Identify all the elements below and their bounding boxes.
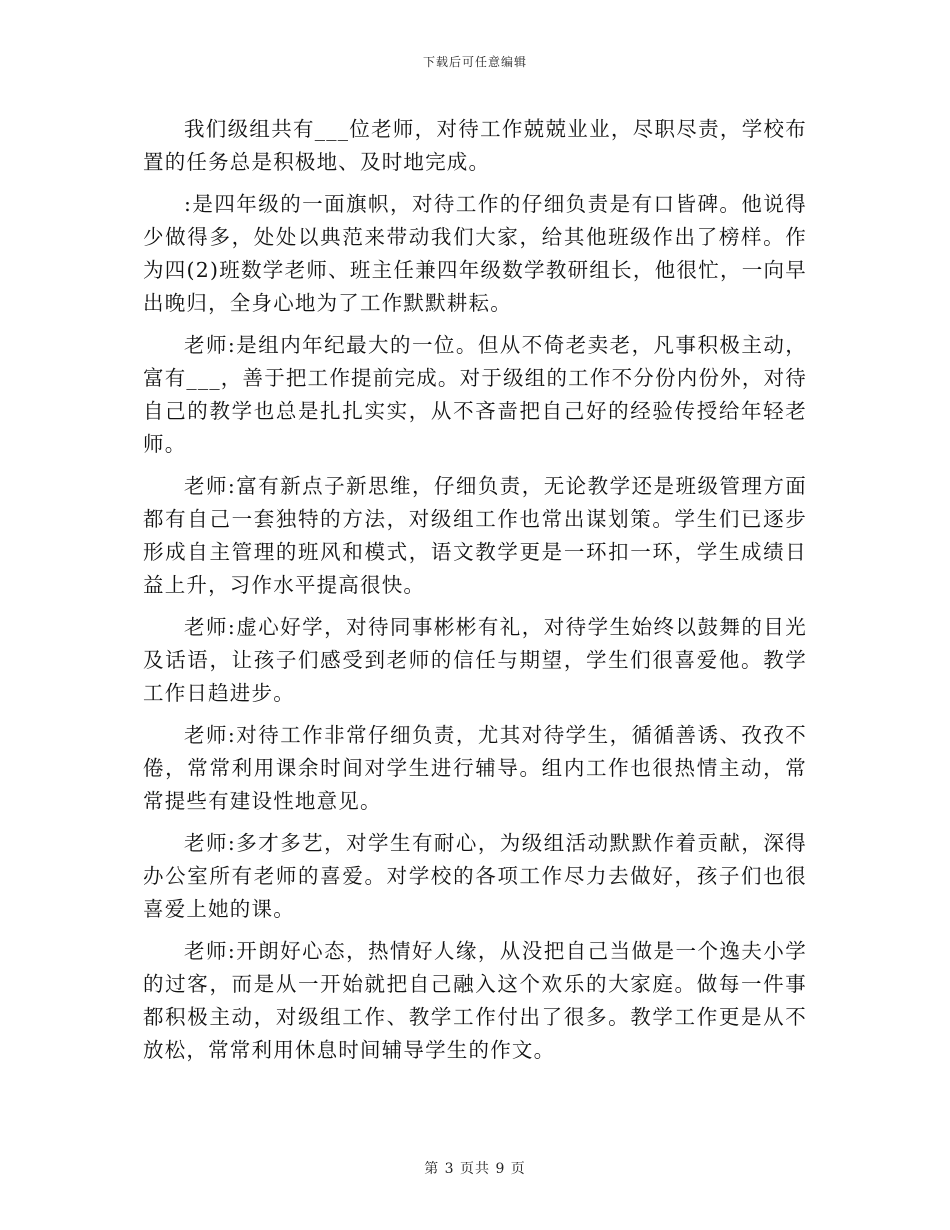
paragraph-3: 老师:是组内年纪最大的一位。但从不倚老卖老，凡事积极主动，富有___，善于把工作提前完成。对于级组的工作不分份内份外，对待自己的教学也总是扎扎实实，从不吝啬把自己好的经验传授给年轻老师。 [143, 333, 807, 456]
document-body [143, 113, 807, 1076]
paragraph-2: :是四年级的一面旗帜，对待工作的仔细负责是有口皆碑。他说得少做得多，处处以典范来带动我们大家，给其他班级作出了榜样。作为四(2)班数学老师、班主任兼四年级数学教研组长，他很忙，一向早出晚归，全身心地为了工作默默耕耘。 [143, 192, 807, 315]
page-number: 第 3 页共 9 页 [424, 1161, 526, 1177]
paragraph-8: 老师:开朗好心态，热情好人缘，从没把自己当做是一个逸夫小学的过客，而是从一开始就把自己融入这个欢乐的大家庭。做每一件事都积极主动，对级组工作、教学工作付出了很多。教学工作更是从不放松，常常利用休息时间辅导学生的作文。 [143, 939, 807, 1062]
paragraph-7: 老师:多才多艺，对学生有耐心，为级组活动默默作着贡献，深得办公室所有老师的喜爱。对学校的各项工作尽力去做好，孩子们也很喜爱上她的课。 [143, 831, 807, 921]
paragraph-5: 老师:虚心好学，对待同事彬彬有礼，对待学生始终以鼓舞的目光及话语，让孩子们感受到老师的信任与期望，学生们很喜爱他。教学工作日趋进步。 [143, 615, 807, 705]
paragraph-6: 老师:对待工作非常仔细负责，尤其对待学生，循循善诱、孜孜不倦，常常利用课余时间对学生进行辅导。组内工作也很热情主动，常常提些有建设性地意见。 [143, 723, 807, 813]
paragraph-4: 老师:富有新点子新思维，仔细负责，无论教学还是班级管理方面都有自己一套独特的方法，对级组工作也常出谋划策。学生们已逐步形成自主管理的班风和模式，语文教学更是一环扣一环，学生成绩日益上升，习作水平提高很快。 [143, 474, 807, 597]
paragraph-1: 我们级组共有___位老师，对待工作兢兢业业，尽职尽责，学校布置的任务总是积极地、及时地完成。 [143, 117, 807, 174]
page-header: 下载后可任意编辑 [422, 55, 527, 69]
